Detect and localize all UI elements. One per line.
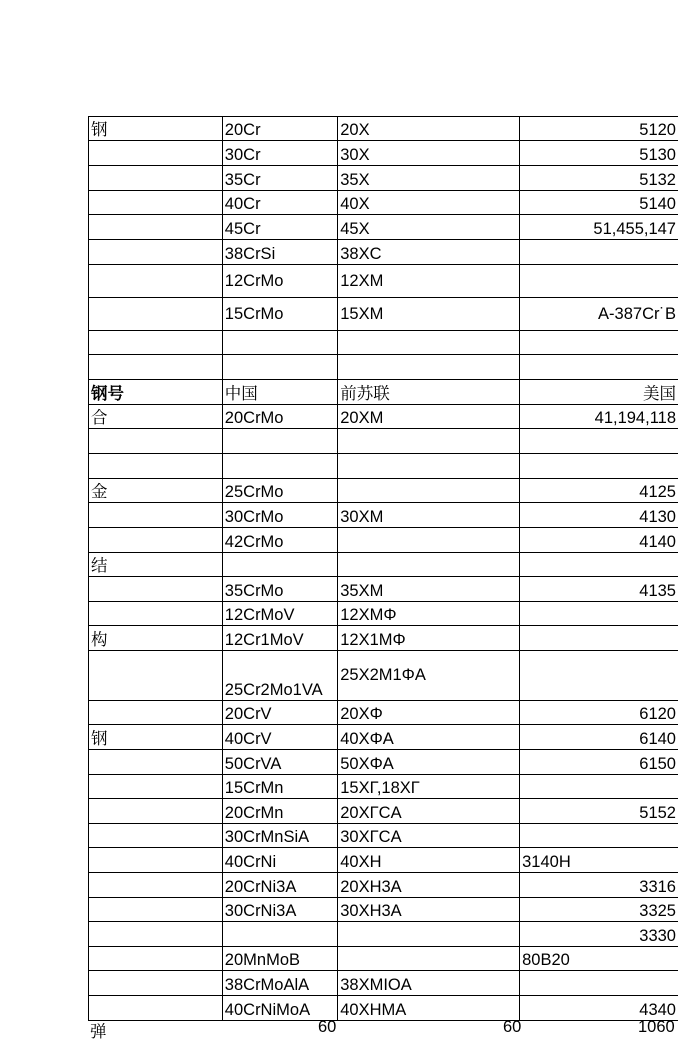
table-cell-c3: 5132 [520, 166, 678, 191]
table-cell-c0: 结 [89, 553, 223, 577]
table-row [89, 380, 679, 405]
steel-grade-table [88, 116, 678, 1021]
table-cell-c0 [89, 215, 223, 240]
table-cell-c3: 6150 [520, 750, 678, 775]
table-cell-c0 [89, 528, 223, 553]
table-cell-c0: 构 [89, 626, 223, 651]
table-cell-c0 [89, 873, 223, 898]
table-cell-c3 [520, 331, 678, 355]
table-cell-c1: 50CrVA [222, 750, 337, 775]
table-cell-c2 [338, 922, 520, 947]
table-cell-c2: 30X [338, 141, 520, 166]
table-cell-c2: 35X [338, 166, 520, 191]
table-cell-c1: 20CrMo [222, 405, 337, 429]
table-cell-c0 [89, 429, 223, 454]
cut-cell-c0: 弹 [90, 1023, 107, 1041]
table-cell-c1: 25Cr2Mo1VA [222, 651, 337, 701]
table-cell-c3: 4135 [520, 577, 678, 602]
table-cell-c1: 30CrMnSiA [222, 824, 337, 848]
table-cell-c1: 20CrV [222, 701, 337, 725]
table-row [89, 240, 679, 265]
table-row [89, 922, 679, 947]
table-cell-c0: 合 [89, 405, 223, 429]
table-row [89, 479, 679, 503]
table-cell-c0 [89, 141, 223, 166]
table-cell-c2: 20XH3A [338, 873, 520, 898]
table-cell-c3 [520, 553, 678, 577]
table-cell-c1: 12CrMoV [222, 602, 337, 626]
table-cell-c2: 20XΓCA [338, 799, 520, 824]
table-cell-c2: 38XC [338, 240, 520, 265]
table-cell-c3 [520, 651, 678, 701]
table-cell-c2: 30XM [338, 503, 520, 528]
table-cell-c2: 前苏联 [338, 380, 520, 405]
table-cell-c3: 6140 [520, 725, 678, 750]
table-row [89, 429, 679, 454]
table-cell-c1: 40CrNiMoA [222, 996, 337, 1021]
table-cell-c1 [222, 454, 337, 479]
table-cell-c1 [222, 429, 337, 454]
table-cell-c1 [222, 553, 337, 577]
table-row [89, 602, 679, 626]
table-cell-c3: 5120 [520, 117, 678, 141]
table-cell-c3: 6120 [520, 701, 678, 725]
cut-cell-c2: 60 [503, 1018, 522, 1036]
table-cell-c3: 51,455,147 [520, 215, 678, 240]
table-cell-c2 [338, 355, 520, 380]
table-row [89, 848, 679, 873]
table-cell-c1: 15CrMo [222, 298, 337, 331]
table-cell-c3: 4340 [520, 996, 678, 1021]
table-cell-c2: 30XH3A [338, 898, 520, 922]
table-cell-c1: 35Cr [222, 166, 337, 191]
table-row [89, 405, 679, 429]
table-cell-c3 [520, 454, 678, 479]
table-cell-c1: 12Cr1MoV [222, 626, 337, 651]
table-cell-c3 [520, 355, 678, 380]
table-cell-c0 [89, 331, 223, 355]
table-cell-c1: 38CrSi [222, 240, 337, 265]
table-cell-c0 [89, 240, 223, 265]
table-row [89, 947, 679, 971]
table-cell-c3 [520, 626, 678, 651]
table-row [89, 651, 679, 701]
table-cell-c1 [222, 331, 337, 355]
table-cell-c2: 38XMIOA [338, 971, 520, 996]
table-cell-c3: 5140 [520, 191, 678, 215]
table-cell-c0 [89, 799, 223, 824]
table-cell-c1: 20CrMn [222, 799, 337, 824]
table-row [89, 824, 679, 848]
table-cell-c0 [89, 971, 223, 996]
table-cell-c2: 45X [338, 215, 520, 240]
table-cell-c0 [89, 298, 223, 331]
table-row [89, 971, 679, 996]
table-row [89, 799, 679, 824]
table-cell-c2: 40XHMA [338, 996, 520, 1021]
table-row [89, 528, 679, 553]
table-cell-c2: 12X1MΦ [338, 626, 520, 651]
table-cell-c3 [520, 240, 678, 265]
table-row [89, 626, 679, 651]
table-row [89, 355, 679, 380]
table-cell-c0 [89, 651, 223, 701]
table-cell-c3 [520, 429, 678, 454]
table-cell-c1: 中国 [222, 380, 337, 405]
table-cell-c2: 30XΓCA [338, 824, 520, 848]
table-cell-c0 [89, 701, 223, 725]
table-row [89, 117, 679, 141]
table-cell-c3: 3316 [520, 873, 678, 898]
table-cell-c0 [89, 996, 223, 1021]
table-cell-c3: 美国 [520, 380, 678, 405]
table-cell-c0 [89, 191, 223, 215]
table-cell-c0 [89, 602, 223, 626]
table-cell-c0 [89, 454, 223, 479]
table-row [89, 577, 679, 602]
table-cell-c0 [89, 898, 223, 922]
table-cell-c2: 20X [338, 117, 520, 141]
table-cell-c3: 4125 [520, 479, 678, 503]
table-cell-c0 [89, 824, 223, 848]
table-cell-c2: 40X [338, 191, 520, 215]
table-row [89, 331, 679, 355]
table-cell-c2 [338, 947, 520, 971]
table-cell-c1: 30CrMo [222, 503, 337, 528]
table-cell-c0 [89, 265, 223, 298]
table-row [89, 553, 679, 577]
table-row [89, 898, 679, 922]
table-cell-c0: 钢 [89, 725, 223, 750]
table-row [89, 191, 679, 215]
table-row [89, 750, 679, 775]
table-row [89, 996, 679, 1021]
table-row [89, 454, 679, 479]
table-row [89, 265, 679, 298]
table-row [89, 873, 679, 898]
table-row [89, 701, 679, 725]
table-cell-c1: 35CrMo [222, 577, 337, 602]
table-row [89, 298, 679, 331]
table-cell-c3 [520, 775, 678, 799]
table-cell-c0 [89, 503, 223, 528]
table-cell-c0: 金 [89, 479, 223, 503]
table-cell-c0 [89, 577, 223, 602]
table-cell-c1: 40Cr [222, 191, 337, 215]
table-cell-c1 [222, 355, 337, 380]
table-cell-c3: 41,194,118 [520, 405, 678, 429]
table-cell-c1: 20Cr [222, 117, 337, 141]
table-cell-c1: 45Cr [222, 215, 337, 240]
table-row [89, 725, 679, 750]
table-cell-c2: 15XΓ,18XΓ [338, 775, 520, 799]
table-cell-c2: 50XΦA [338, 750, 520, 775]
table-cell-c0 [89, 355, 223, 380]
table-cell-c1: 30Cr [222, 141, 337, 166]
table-cell-c1: 15CrMn [222, 775, 337, 799]
table-row [89, 503, 679, 528]
table-cell-c1: 30CrNi3A [222, 898, 337, 922]
table-row [89, 215, 679, 240]
table-cell-c3 [520, 824, 678, 848]
table-cell-c3: 3325 [520, 898, 678, 922]
table-cell-c0 [89, 848, 223, 873]
table-cell-c1: 40CrV [222, 725, 337, 750]
table-cell-c3: 5130 [520, 141, 678, 166]
table-cell-c2 [338, 553, 520, 577]
table-cell-c3 [520, 971, 678, 996]
table-cell-c0 [89, 947, 223, 971]
table-cell-c0 [89, 922, 223, 947]
table-cell-c3: 4130 [520, 503, 678, 528]
table-cell-c2 [338, 331, 520, 355]
table-cell-c1 [222, 922, 337, 947]
table-cell-c2 [338, 429, 520, 454]
table-cell-c2: 15XM [338, 298, 520, 331]
table-cell-c3: 80B20 [520, 947, 678, 971]
table-cell-c2: 35XM [338, 577, 520, 602]
table-cell-c2 [338, 479, 520, 503]
cut-off-row [88, 1018, 688, 1041]
table-cell-c1: 40CrNi [222, 848, 337, 873]
table-cell-c2: 20XM [338, 405, 520, 429]
table-row [89, 166, 679, 191]
table-cell-c2: 40XΦA [338, 725, 520, 750]
table-cell-c3: 4140 [520, 528, 678, 553]
table-cell-c2: 12XM [338, 265, 520, 298]
table-cell-c1: 25CrMo [222, 479, 337, 503]
table-cell-c2: 20XΦ [338, 701, 520, 725]
table-cell-c2: 25X2M1ΦA [338, 651, 520, 701]
table-cell-c3: 3330 [520, 922, 678, 947]
cut-cell-c1: 60 [318, 1018, 337, 1036]
table-cell-c3: A-387Cr˙B [520, 298, 678, 331]
table-cell-c3 [520, 265, 678, 298]
table-cell-c0: 钢号 [89, 380, 223, 405]
table-cell-c1: 38CrMoAlA [222, 971, 337, 996]
table-cell-c2: 40XH [338, 848, 520, 873]
table-cell-c3: 5152 [520, 799, 678, 824]
table-cell-c1: 12CrMo [222, 265, 337, 298]
table-row [89, 775, 679, 799]
table-cell-c2: 12XMΦ [338, 602, 520, 626]
table-cell-c1: 20CrNi3A [222, 873, 337, 898]
table-cell-c0 [89, 750, 223, 775]
table-cell-c0 [89, 775, 223, 799]
table-row [89, 141, 679, 166]
table-cell-c2 [338, 528, 520, 553]
table-cell-c3 [520, 602, 678, 626]
cut-cell-c3: 1060 [638, 1018, 675, 1036]
table-cell-c3: 3140H [520, 848, 678, 873]
table-cell-c1: 20MnMoB [222, 947, 337, 971]
table-cell-c0: 钢 [89, 117, 223, 141]
table-cell-c0 [89, 166, 223, 191]
table-cell-c1: 42CrMo [222, 528, 337, 553]
table-cell-c2 [338, 454, 520, 479]
